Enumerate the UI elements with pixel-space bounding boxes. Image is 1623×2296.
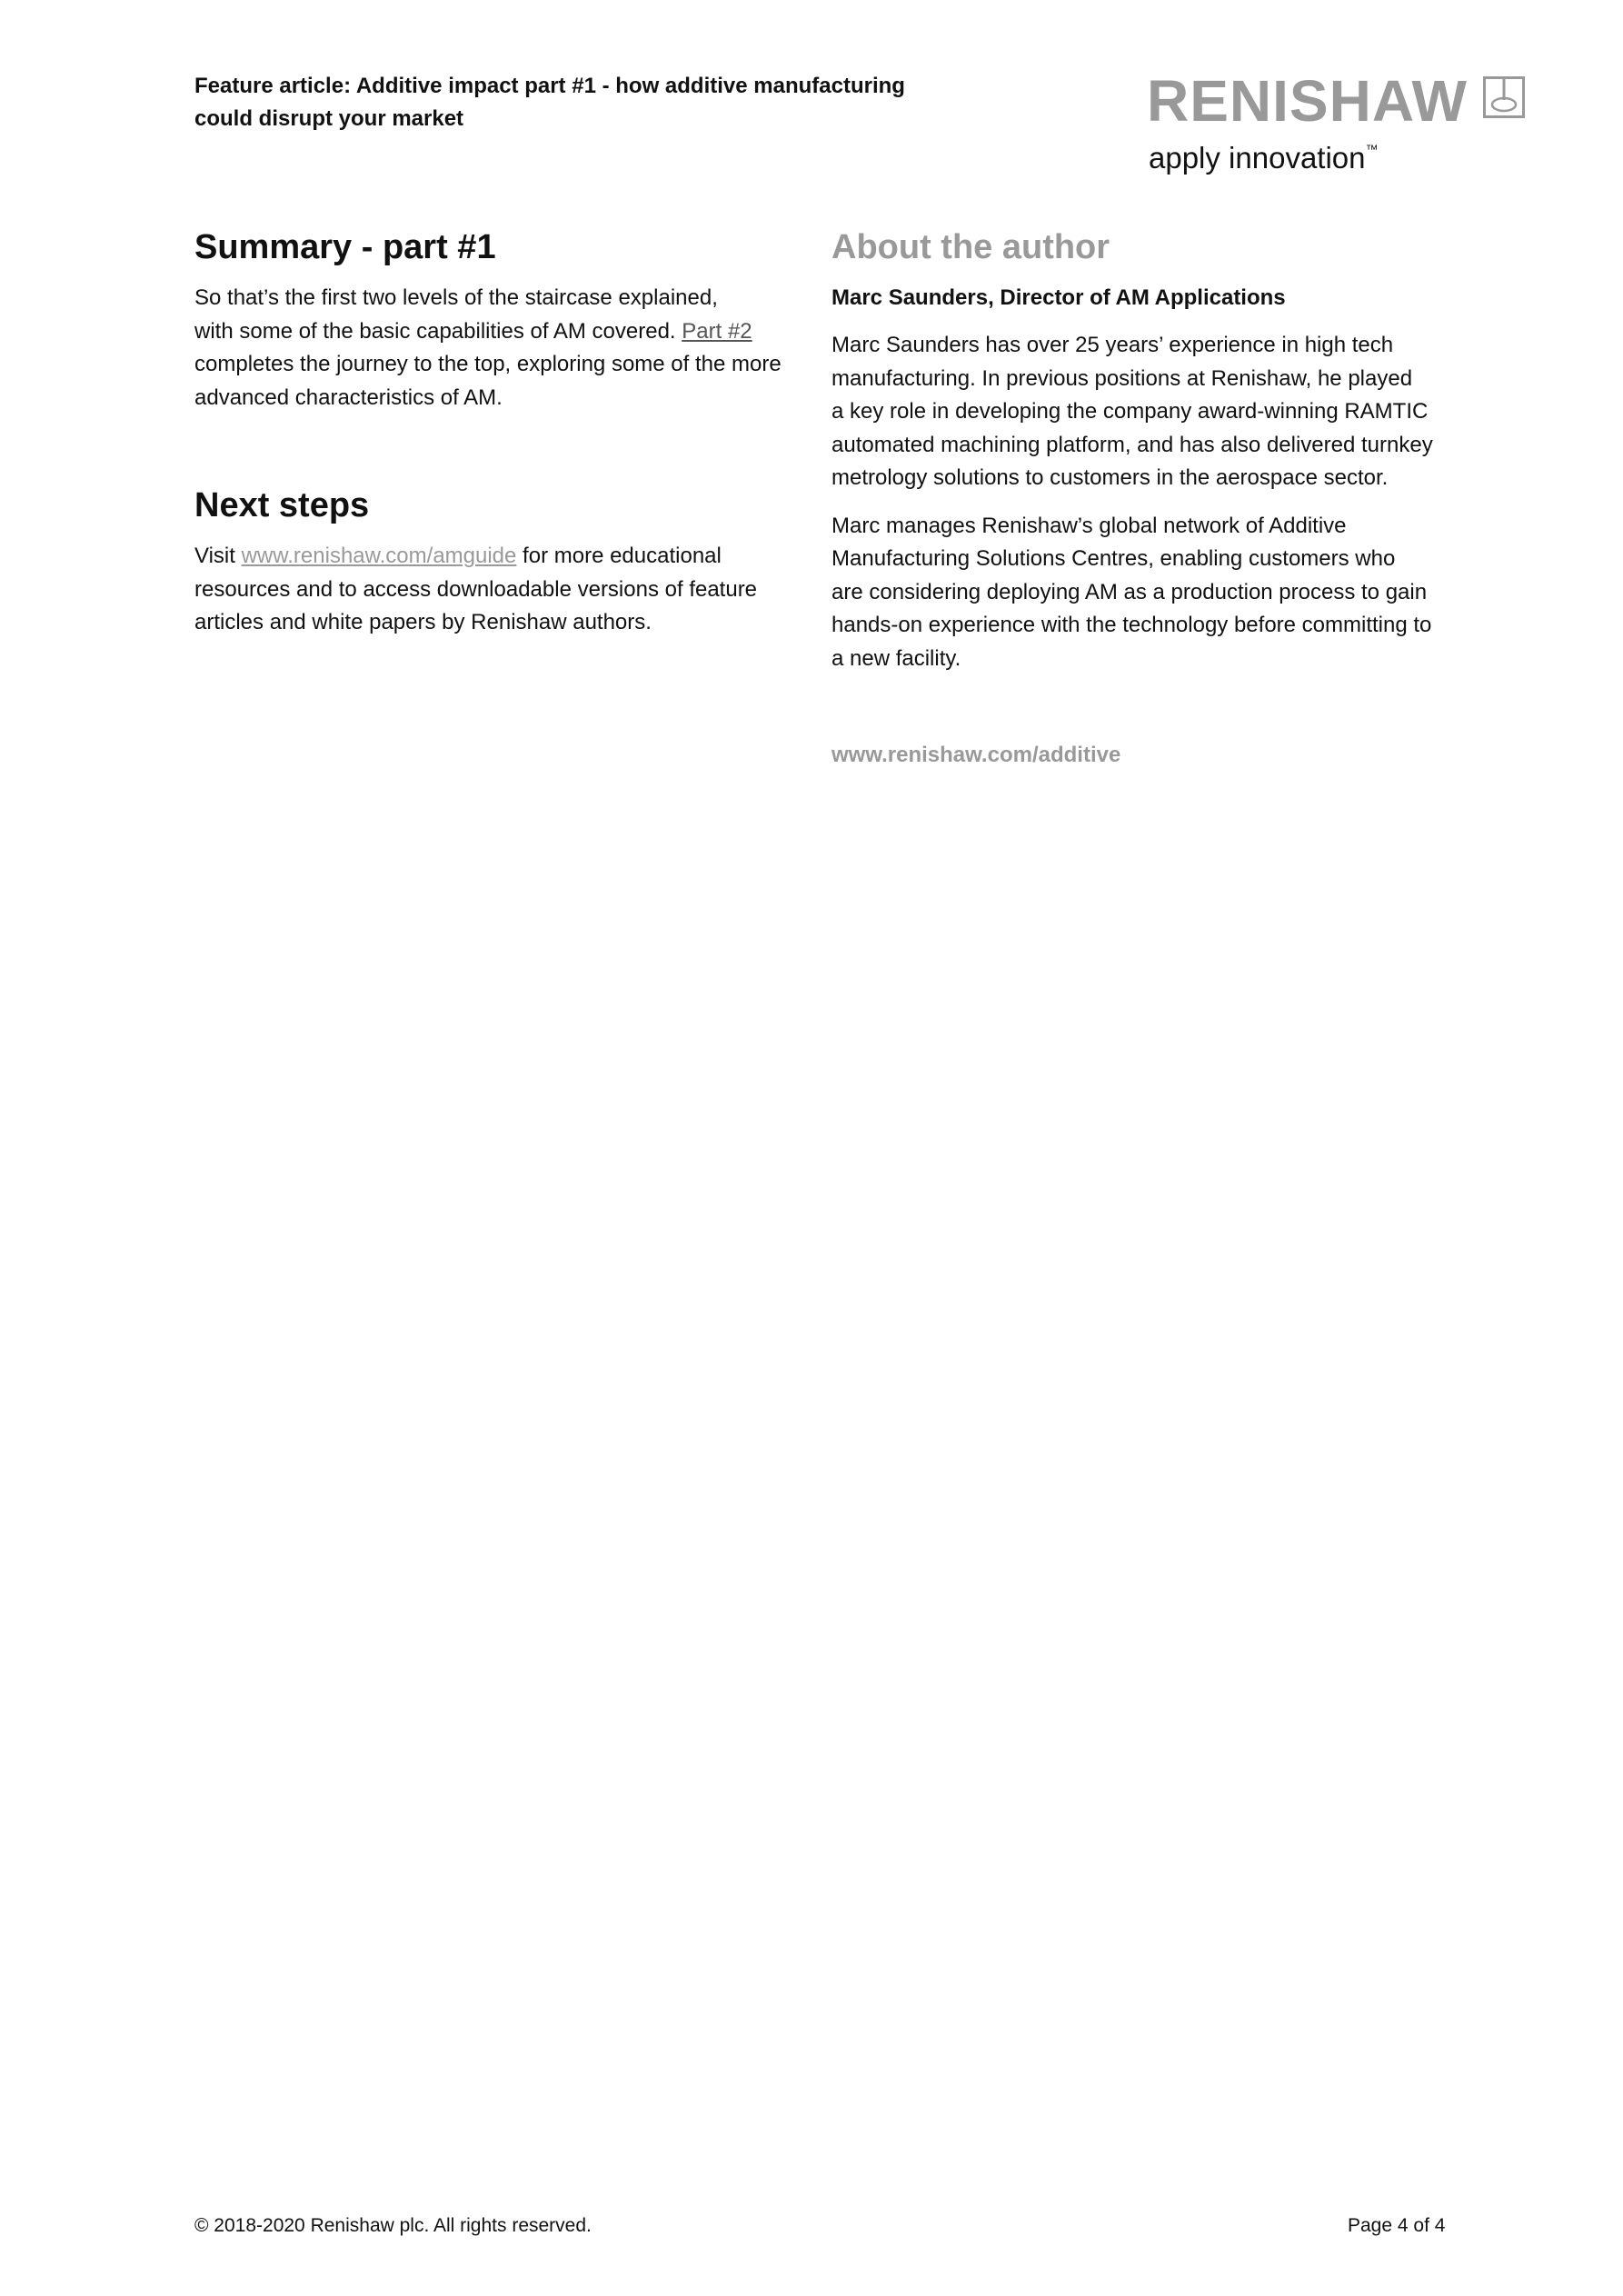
- next-steps-paragraph: Visit www.renishaw.com/amguide for more educational resources and to access downloadable versions of feature articles and white papers by Renishaw authors.: [194, 544, 758, 634]
- amguide-link[interactable]: www.renishaw.com/amguide: [241, 544, 517, 568]
- author-name-title: Marc Saunders, Director of AM Applications: [831, 285, 1286, 310]
- logo-wordmark: RENISHAW: [1147, 68, 1468, 134]
- right-column: [831, 222, 1449, 772]
- renishaw-probe-icon: [1483, 76, 1525, 118]
- renishaw-logo[interactable]: [1147, 68, 1528, 175]
- document-header: [194, 70, 976, 135]
- header-title-line2: could disrupt your market: [194, 106, 464, 131]
- summary-paragraph: So that’s the first two levels of the staircase explained, with some of the basic capabilities of AM covered. Part #2 completes the journey to the top, exploring some of the more advanced characteristics of AM.: [194, 285, 782, 410]
- trademark-symbol: ™: [1365, 142, 1379, 156]
- next-steps-heading: Next steps: [194, 486, 370, 524]
- header-title-line1: Feature article: Additive impact part #1 - how additive manufacturing: [194, 74, 905, 98]
- left-column: [194, 222, 794, 640]
- author-paragraph-2: Marc manages Renishaw’s global network of Additive Manufacturing Solutions Centres, enabling customers who are considering deploying AM as a production process to gain hands-on experience with the technology before committing to a new facility.: [831, 513, 1432, 671]
- footer-copyright: © 2018-2020 Renishaw plc. All rights reserved.: [194, 2215, 592, 2236]
- footer-page-number: Page 4 of 4: [1348, 2215, 1446, 2236]
- summary-heading: Summary - part #1: [194, 228, 496, 266]
- part-2-link[interactable]: Part #2: [682, 318, 752, 344]
- additive-url-link[interactable]: www.renishaw.com/additive: [831, 743, 1121, 767]
- logo-tagline: apply innovation™: [1149, 141, 1379, 175]
- author-paragraph-1: Marc Saunders has over 25 years’ experience in high tech manufacturing. In previous positions at Renishaw, he played a key role in developing the company award-winning RAMTIC automated machining platform, and has also delivered turnkey metrology solutions to customers in the aerospace sector.: [831, 333, 1433, 490]
- author-heading: About the author: [831, 228, 1110, 266]
